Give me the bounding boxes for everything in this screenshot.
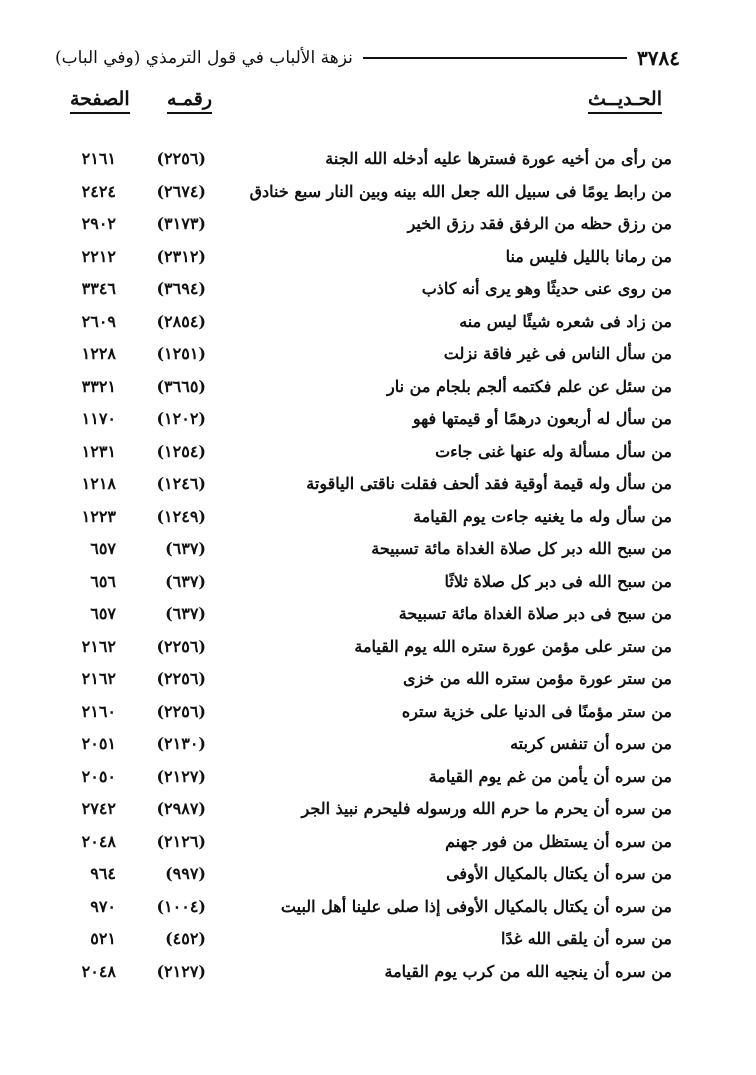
ref-number: (٣١٧٣): [156, 214, 206, 233]
index-row: [0, 793, 756, 826]
ref-number: (١٢٤٩): [156, 506, 206, 526]
page-ref: ٢١٦٠: [81, 701, 116, 721]
index-row: [0, 858, 756, 891]
page-ref: ٦٥٧: [90, 604, 116, 623]
column-header-page-label: الصفحة: [70, 88, 130, 114]
index-row: [0, 143, 756, 176]
index-row: [0, 468, 756, 501]
ref-number: (٢١٣٠): [156, 734, 206, 753]
page-number: ٣٧٨٤: [637, 46, 680, 70]
page-ref: ٦٥٦: [90, 571, 116, 591]
hadith-index-list: [0, 143, 756, 988]
ref-number: (١٠٠٤): [156, 896, 206, 916]
hadith-text: من رزق حظه من الرفق فقد رزق الخير: [407, 214, 672, 233]
hadith-text: من سأل وله ما يغنيه جاءت يوم القيامة: [413, 506, 672, 526]
hadith-text: من ستر على مؤمن عورة ستره الله يوم القيامة: [354, 636, 672, 656]
page-ref: ١٢٣١: [81, 441, 116, 461]
column-header-page: [70, 88, 130, 110]
page-ref: ٢٠٥١: [81, 734, 116, 753]
page-ref: ٣٣٤٦: [81, 279, 116, 298]
hadith-text: من ستر مؤمنًا فى الدنيا على خزية ستره: [401, 701, 672, 721]
page-ref: ٢٦٠٩: [81, 311, 116, 331]
index-row: [0, 241, 756, 274]
column-header-hadith: [588, 88, 662, 110]
index-row: [0, 891, 756, 924]
ref-number: (٣٦٦٥): [156, 376, 206, 396]
ref-number: (٢٢٥٦): [156, 669, 206, 688]
hadith-text: من رأى من أخيه عورة فسترها عليه أدخله الله الجنة: [325, 149, 672, 168]
page-ref: ٢٠٥٠: [81, 766, 116, 786]
header-rule: [363, 57, 627, 59]
page-ref: ١٢١٨: [81, 474, 116, 493]
page-ref: ٥٢١: [90, 929, 116, 948]
ref-number: (٢٣١٢): [156, 246, 206, 266]
ref-number: (٩٩٧): [165, 864, 206, 883]
hadith-text: من سره أن ينجيه الله من كرب يوم القيامة: [384, 961, 672, 981]
ref-number: (٢٢٥٦): [156, 701, 206, 721]
page-ref: ٦٥٧: [90, 539, 116, 558]
index-row: [0, 208, 756, 241]
index-row: [0, 338, 756, 371]
ref-number: (٢١٢٧): [156, 961, 206, 981]
hadith-text: من سره أن يستظل من فور جهنم: [445, 831, 672, 851]
hadith-text: من سبح فى دبر صلاة الغداة مائة تسبيحة: [398, 604, 672, 623]
index-row: [0, 696, 756, 729]
ref-number: (٢٩٨٧): [156, 799, 206, 818]
ref-number: (٢١٢٧): [156, 766, 206, 786]
hadith-text: من سره أن يكتال بالمكيال الأوفى: [446, 864, 672, 883]
index-row: [0, 956, 756, 989]
hadith-text: من زاد فى شعره شيئًا ليس منه: [459, 311, 672, 331]
ref-number: (٦٣٧): [165, 571, 206, 591]
index-row: [0, 631, 756, 664]
index-row: [0, 371, 756, 404]
hadith-text: من سئل عن علم فكتمه ألجم بلجام من نار: [387, 376, 672, 396]
page-ref: ٢٤٢٤: [81, 181, 116, 201]
index-row: [0, 533, 756, 566]
page-ref: ٢١٦٢: [81, 636, 116, 656]
page-ref: ١٢٢٣: [81, 506, 116, 526]
index-row: [0, 826, 756, 859]
hadith-text: من سبح الله دبر كل صلاة الغداة مائة تسبيحة: [371, 539, 672, 558]
index-row: [0, 566, 756, 599]
page-ref: ١٢٢٨: [81, 344, 116, 363]
ref-number: (١٢٥١): [156, 344, 206, 363]
hadith-text: من سأل وله قيمة أوقية فقد ألحف فقلت ناقتى الياقوتة: [306, 474, 672, 493]
index-row: [0, 923, 756, 956]
hadith-text: من ستر عورة مؤمن ستره الله من خزى: [403, 669, 672, 688]
page-ref: ٢٠٤٨: [81, 831, 116, 851]
index-row: [0, 176, 756, 209]
hadith-text: من سره أن يكتال بالمكيال الأوفى إذا صلى علينا أهل البيت: [280, 896, 672, 916]
page-ref: ٢٧٤٢: [81, 799, 116, 818]
page-ref: ٢٠٤٨: [81, 961, 116, 981]
index-row: [0, 501, 756, 534]
ref-number: (٢٦٧٤): [156, 181, 206, 201]
book-title: نزهة الألباب في قول الترمذي (وفي الباب): [55, 48, 353, 68]
hadith-text: من سره أن يحرم ما حرم الله ورسوله فليحرم نبيذ الجر: [301, 799, 672, 818]
ref-number: (٦٣٧): [165, 539, 206, 558]
index-row: [0, 306, 756, 339]
page-ref: ٢١٦٢: [81, 669, 116, 688]
page-ref: ٢٩٠٢: [81, 214, 116, 233]
ref-number: (٦٣٧): [165, 604, 206, 623]
ref-number: (١٢٤٦): [156, 474, 206, 493]
index-row: [0, 663, 756, 696]
page-ref: ٩٧٠: [90, 896, 116, 916]
index-row: [0, 761, 756, 794]
hadith-text: من سره أن يلقى الله غدًا: [501, 929, 672, 948]
ref-number: (٢١٢٦): [156, 831, 206, 851]
index-row: [0, 436, 756, 469]
index-row: [0, 598, 756, 631]
page-ref: ٩٦٤: [90, 864, 116, 883]
hadith-text: من رمانا بالليل فليس منا: [505, 246, 672, 266]
hadith-text: من سبح الله فى دبر كل صلاة ثلاثًا: [444, 571, 672, 591]
hadith-text: من سأل مسألة وله عنها غنى جاءت: [435, 441, 672, 461]
ref-number: (٤٥٢): [165, 929, 206, 948]
column-header-number: [167, 88, 212, 110]
hadith-text: من رابط يومًا فى سبيل الله جعل الله بينه وبين النار سبع خنادق: [249, 181, 672, 201]
ref-number: (٢٢٥٦): [156, 149, 206, 168]
page-ref: ١١٧٠: [81, 409, 116, 428]
page-ref: ٢١٦١: [81, 149, 116, 168]
hadith-text: من سره أن يأمن من غم يوم القيامة: [428, 766, 672, 786]
hadith-text: من روى عنى حديثًا وهو يرى أنه كاذب: [421, 279, 672, 298]
hadith-text: من سأل له أربعون درهمًا أو قيمتها فهو: [412, 409, 672, 428]
ref-number: (١٢٥٤): [156, 441, 206, 461]
page-ref: ٢٢١٢: [81, 246, 116, 266]
running-head: [55, 38, 680, 78]
hadith-text: من سأل الناس فى غير فاقة نزلت: [443, 344, 672, 363]
index-row: [0, 728, 756, 761]
index-row: [0, 273, 756, 306]
ref-number: (٢٢٥٦): [156, 636, 206, 656]
ref-number: (٣٦٩٤): [156, 279, 206, 298]
column-header-hadith-label: الحـديــث: [588, 88, 662, 114]
index-row: [0, 403, 756, 436]
hadith-text: من سره أن تنفس كربته: [510, 734, 672, 753]
ref-number: (١٢٠٢): [156, 409, 206, 428]
column-header-number-label: رقمـه: [167, 88, 212, 114]
page-ref: ٣٣٢١: [81, 376, 116, 396]
ref-number: (٢٨٥٤): [156, 311, 206, 331]
